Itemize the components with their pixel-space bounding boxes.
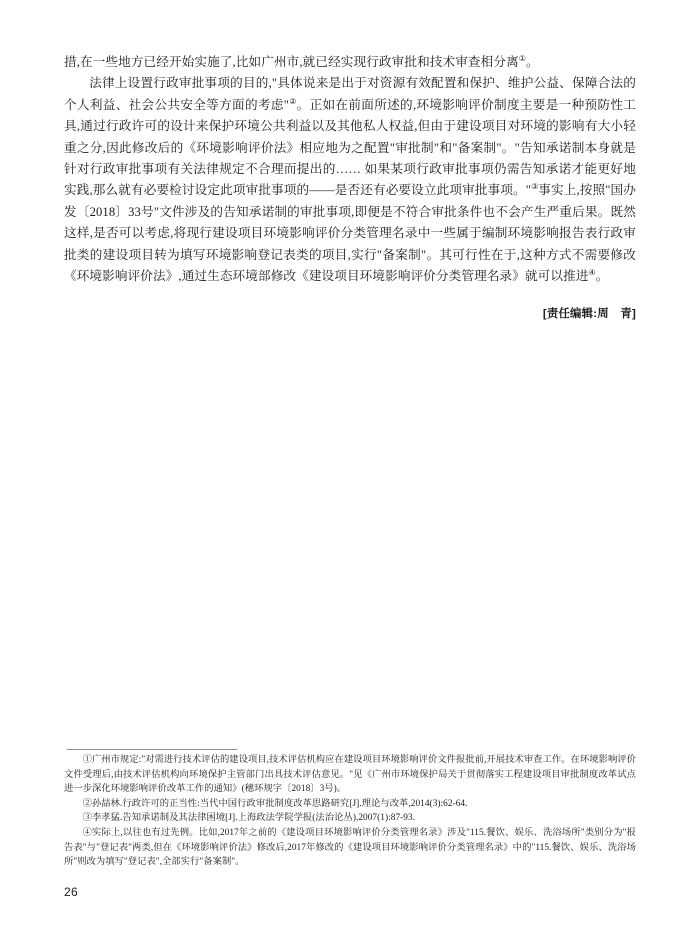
body-text-column [64,52,636,287]
footnote-marker-1: ① [518,53,526,63]
footnote-item: ③李孝猛.告知承诺制及其法律困境[J].上海政法学院学报(法治论丛),2007(1):87-93. [82,813,416,824]
footnote-marker-3: ③ [531,182,539,192]
segment-text-4: 。 [595,269,609,284]
paragraph-continuation-text: 措,在一些地方已经开始实施了,比如广州市,就已经实现行政审批和技术审查相分离 [64,55,519,69]
segment-text-2: 。正如在前面所述的,环境影响评价制度主要是一种预防性工具,通过行政许可的设计来保护环境公共利益以及其他私人权益,但由于建设项目对环境的影响有大小轻重之分,因此修改后的《环境影响评价法》相应地为之配置"审批制"和"备案制"。"告知承诺制本身就是针对行政审批事项有关法律规定不合理而提出的…… 如果某项行政审批事项仍需告知承诺才能更好地实践,那么就有必要检讨设定此项审批事项的——是否还有必要设立此项审批事项。" [64,97,637,198]
footnote-marker-4: ④ [588,267,596,277]
footnote-item: ④实际上,以往也有过先例。比如,2017年之前的《建设项目环境影响评价分类管理名录》涉及"115.餐饮、娱乐、洗浴场所"类别分为"报告表"与"登记表"两类,但在《环境影响评价法》修改后,2017年修改的《建设项目环境影响评价分类管理名录》中的"115.餐饮、娱乐、洗浴场所"则改为填写"登记表",全部实行"备案制"。 [64,827,636,868]
segment-text-1: 法律上设置行政审批事项的目的,"具体说来是出于对资源有效配置和保护、维护公益、保障合法的个人利益、社会公共安全等方面的考虑" [64,76,636,112]
paragraph-continuation [64,52,636,73]
footnote-list [64,753,636,870]
footnote-marker-2: ② [289,96,297,106]
footnote-item: ②孙喆林.行政许可的正当性:当代中国行政审批制度改革思路研究[J].理论与改革,2014(3):62-64. [82,798,468,809]
paragraph-continuation-tail: 。 [525,55,539,69]
page-number: 26 [64,885,78,899]
footnote-item: ①广州市规定:"对需进行技术评估的建设项目,技术评估机构应在建设项目环境影响评价文件报批前,开展技术审查工作。在环境影响评价文件受理后,由技术评估机构向环境保护主管部门出具技术评估意见。"见《广州市环境保护局关于贯彻落实工程建设项目审批制度改革试点进一步深化环境影响评价改革工作的通知》(穗环规字〔2018〕3号)。 [64,755,636,795]
paragraph-purpose-of-approval [64,73,636,287]
segment-text-3: 事实上,按照"国办发〔2018〕33号"文件涉及的告知承诺制的审批事项,即便是不符合审批条件也不会产生严重后果。既然这样,是否可以考虑,将现行建设项目环境影响评价分类管理名录中一些属于编制环境影响报告表行政审批类的建设项目转为填写环境影响登记表类的项目,实行"备案制"。其可行性在于,这种方式不需要修改《环境影响评价法》,通过生态环境部修改《建设项目环境影响评价分类管理名录》就可以推进 [64,183,636,284]
footnote-separator-rule [67,749,237,750]
editor-credit: [责任编辑:周 青] [542,308,636,320]
